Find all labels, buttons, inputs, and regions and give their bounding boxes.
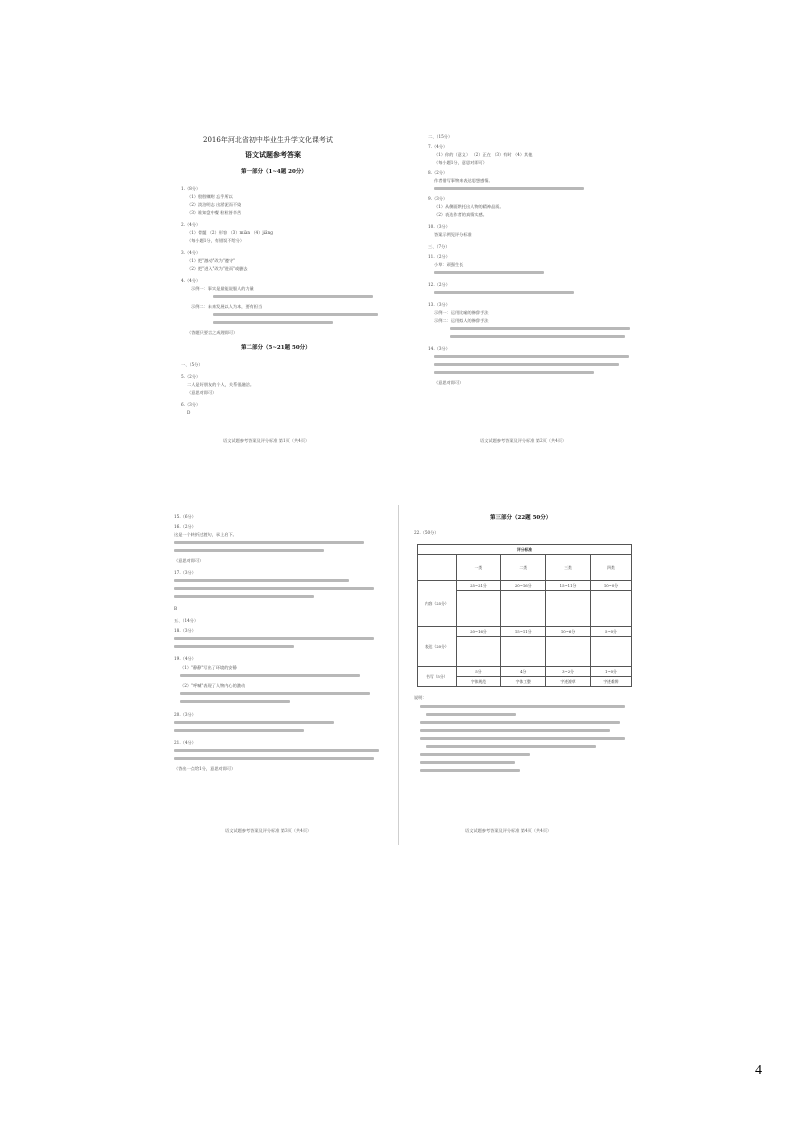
text-block [213,321,333,324]
answer-line: （1）骨髓 （2）形容 （3）miàn （4）jiǎng [187,230,273,235]
text-block [426,745,596,748]
answer-line: （1）"静静"写出了环境的安静 [180,665,237,670]
column-header: 二类 [501,555,546,581]
answer-line: （答题只要言之成理即可） [187,330,238,335]
text-block [174,579,349,582]
table-cell: 10~0分 [590,581,631,591]
text-block [174,541,364,544]
answer-line: 15.（6分） [174,514,196,519]
answer-line: （答出一点给1分，意思对即可） [174,766,236,771]
answer-line: 2.（4分） [181,222,201,227]
table-cell: 3~2分 [546,667,591,677]
answer-line: D [187,410,191,415]
text-block [174,549,324,552]
text-block [174,595,314,598]
answer-line: 一、（5分） [181,362,203,367]
text-block [174,587,374,590]
answer-line: （1）你的（意义） （2）正在 （3）有时 （4）其他 [434,152,533,157]
table-cell [456,637,501,667]
answer-page-2 [420,120,650,450]
answer-line: （2）"呼喊"表现了人物内心的激动 [180,683,246,688]
text-block [180,700,290,703]
section-heading: 第三部分（22题 50分） [490,515,552,521]
text-block [180,692,370,695]
table-cell: 10~6分 [546,627,591,637]
answer-line: 11.（2分） [428,254,450,259]
answer-line: （1）殷殷嘱咐 忘乎所以 [187,194,233,199]
text-block [420,705,625,708]
answer-line: （意思对即可） [174,558,204,563]
text-block [450,327,630,330]
text-block [420,753,530,756]
answer-line: （每小题1分，意思对即可） [434,160,487,165]
table-cell: 15~11分 [546,581,591,591]
answer-line: 6.（3分） [181,402,201,407]
text-block [420,761,515,764]
text-block [420,729,610,732]
answer-line: 16.（2分） [174,524,196,529]
table-cell: 20~16分 [456,627,501,637]
text-block [434,363,619,366]
answer-line: 18.（3分） [174,628,196,633]
section-heading: 第一部分（1~4题 20分） [241,169,307,175]
answer-line: 答案示例见评分标准 [434,232,472,237]
table-cell [546,637,591,667]
text-block [450,335,625,338]
page-divider [398,505,399,845]
answer-line: 五、（14分） [174,618,199,623]
section-heading: 第二部分（5~21题 50分） [241,345,311,351]
answer-line: 20.（3分） [174,712,196,717]
answer-line: 12.（2分） [428,282,450,287]
answer-line: 5.（2分） [181,374,201,379]
notes-heading: 说明： [414,695,427,700]
table-cell: 5分 [456,667,501,677]
table-cell [501,591,546,627]
answer-line: 这是一个转折过渡句，承上启下。 [174,532,237,537]
text-block [420,769,520,772]
answer-line: 13.（3分） [428,302,450,307]
text-block [420,721,620,724]
answer-subtitle: 语文试题参考答案 [245,150,301,159]
page-footer: 语文试题参考答案及评分标准 第4页（共4页） [465,828,552,833]
text-block [174,637,374,640]
answer-line: （1）把"激动"改为"遵守" [187,258,236,263]
answer-line: （每小题1分，有错误不给分） [187,238,245,243]
answer-line: 9.（3分） [428,196,448,201]
page-footer: 语文试题参考答案及评分标准 第2页（共4页） [480,438,567,443]
answer-line: 三、（7分） [428,244,450,249]
answer-line: （2）表达作者的真情实感。 [434,212,487,217]
text-block [213,313,378,316]
scoring-table [417,544,632,687]
answer-line: （2）淡泊明志 出淤泥而不染 [187,202,242,207]
text-block [174,721,334,724]
table-cell: 25~21分 [456,581,501,591]
row-label: 书写（5分） [418,667,457,687]
row-label: 表达（20分） [418,627,457,667]
answer-line: 17.（3分） [174,570,196,575]
answer-line: 7.（4分） [428,144,448,149]
answer-page-1 [163,120,395,450]
text-block [174,645,294,648]
table-cell [456,591,501,627]
table-cell: 15~11分 [501,627,546,637]
answer-line: B [174,606,178,611]
text-block [213,295,373,298]
table-cell: 字迹潦草 [546,677,591,687]
section-heading: 二、（15分） [428,134,453,139]
table-title: 评分标准 [418,545,632,555]
table-cell: 字迹难辨 [590,677,631,687]
answer-line: 21.（4分） [174,740,196,745]
text-block [174,757,374,760]
answer-line: 示例一：事实是最能说服人的力量 [191,286,254,291]
answer-line: 4.（4分） [181,278,201,283]
answer-page-3 [170,510,395,840]
answer-line: （1）从侧面烘托出人物的精神品质。 [434,204,504,209]
table-cell [546,591,591,627]
answer-line: 作者借写事物来表达思想感情。 [434,178,493,183]
text-block [434,187,584,190]
answer-line: 1.（8分） [181,186,201,191]
answer-line: （意思对即可） [434,380,464,385]
answer-line: 10.（3分） [428,224,450,229]
table-cell [590,637,631,667]
table-cell: 1~0分 [590,667,631,677]
page-footer: 语文试题参考答案及评分标准 第1页（共4页） [223,438,310,443]
table-cell [590,591,631,627]
table-cell: 字体工整 [501,677,546,687]
column-header: 三类 [546,555,591,581]
answer-line: 22.（50分） [414,530,439,535]
text-block [426,713,516,716]
text-block [434,271,544,274]
table-corner-cell [418,555,457,581]
answer-line: 3.（4分） [181,250,201,255]
page-number: 4 [755,1063,762,1078]
answer-line: （意思对即可） [187,390,217,395]
answer-line: 14.（3分） [428,346,450,351]
answer-line: 示例二：运用拟人的修辞手法 [434,318,489,323]
table-cell: 字体规范 [456,677,501,687]
answer-line: 19.（4分） [174,656,196,661]
table-cell: 4分 [501,667,546,677]
answer-line: 示例二：未来发展以人为本，要有担当 [191,304,263,309]
table-cell: 5~0分 [590,627,631,637]
row-label: 内容（25分） [418,581,457,627]
page-footer: 语文试题参考答案及评分标准 第3页（共4页） [225,828,312,833]
text-block [434,291,574,294]
answer-line: 示例一：运用比喻的修辞手法 [434,310,489,315]
exam-title: 2016年河北省初中毕业生升学文化课考试 [203,136,333,144]
column-header: 四类 [590,555,631,581]
answer-line: （2）把"进入"改为"进而"或删去 [187,266,248,271]
text-block [174,749,379,752]
answer-line: 8.（2分） [428,170,448,175]
answer-line: 小草：顽强生长 [434,262,464,267]
column-header: 一类 [456,555,501,581]
answer-line: （3）谁知盘中餐 粒粒皆辛苦 [187,210,242,215]
answer-line: 二人是好朋友的个人，关系很融洽。 [187,382,255,387]
text-block [434,355,629,358]
table-cell: 20~16分 [501,581,546,591]
table-cell [501,637,546,667]
text-block [174,729,304,732]
text-block [180,674,360,677]
text-block [420,737,625,740]
text-block [434,371,594,374]
